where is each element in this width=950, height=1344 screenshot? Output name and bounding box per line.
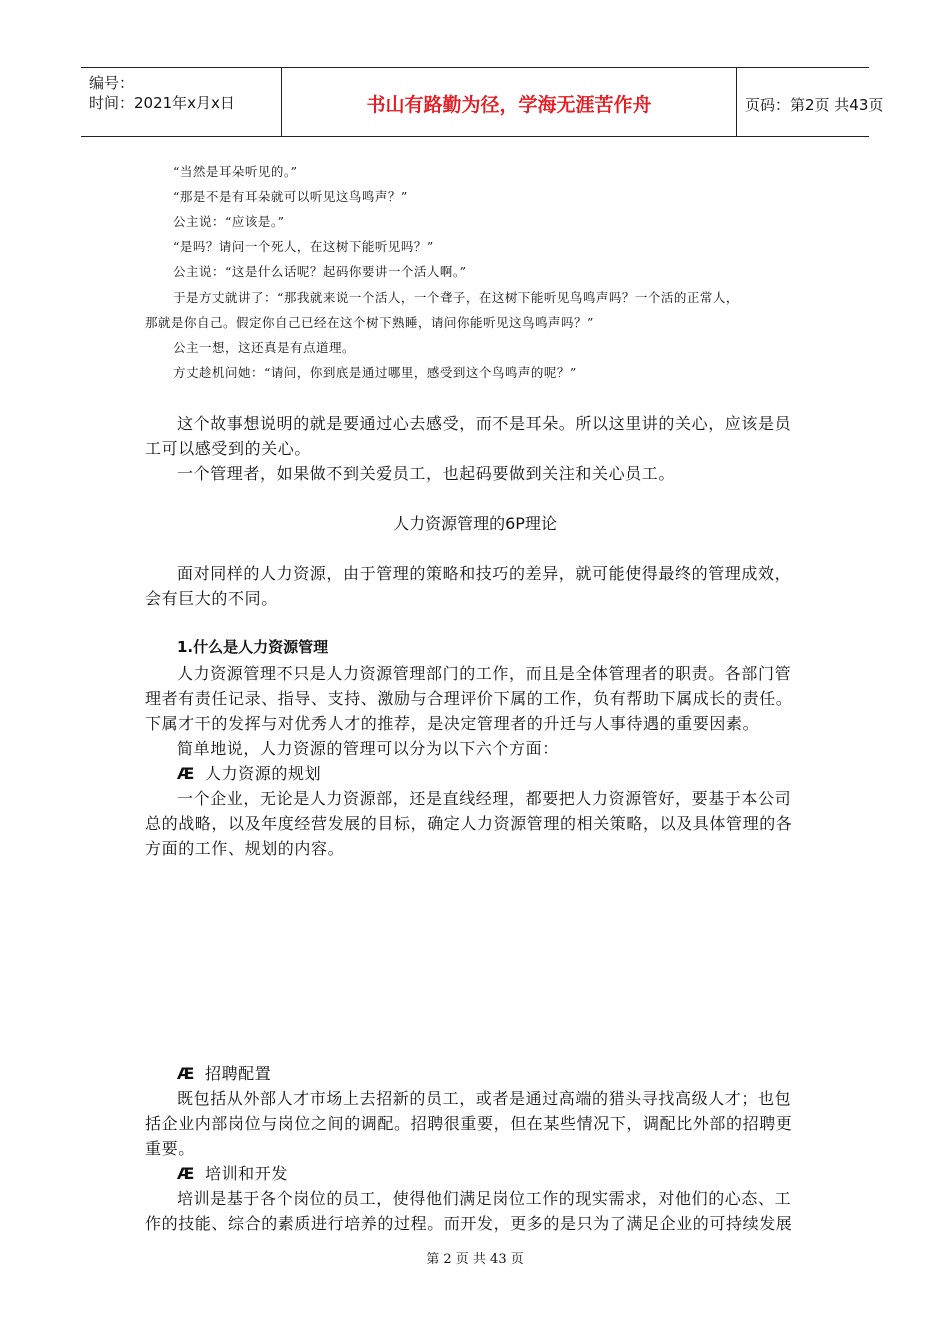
dialogue-line: “是吗？请问一个死人，在这树下能听见吗？”: [173, 239, 434, 254]
bullet-marker: Æ: [177, 764, 195, 783]
paragraph-line: 会有巨大的不同。: [145, 589, 278, 608]
bullet-marker: Æ: [177, 1064, 195, 1083]
header-motto: 书山有路勤为径，学海无涯苦作舟: [366, 94, 652, 116]
paragraph-line: 一个管理者，如果做不到关爱员工，也起码要做到关注和关心员工。: [177, 464, 676, 483]
page-footer: 第 2 页 共 43 页: [426, 1252, 524, 1267]
paragraph-line: 作的技能、综合的素质进行培养的过程。而开发，更多的是只为了满足企业的可持续发展: [145, 1214, 793, 1233]
paragraph-line: 下属才干的发挥与对优秀人才的推荐，是决定管理者的升迁与人事待遇的重要因素。: [145, 714, 760, 733]
header-page-cell: [737, 68, 884, 136]
paragraph-line: 面对同样的人力资源，由于管理的策略和技巧的差异，就可能使得最终的管理成效，: [177, 564, 792, 583]
document-number-label: 编号：: [89, 74, 135, 92]
header-meta: [81, 68, 281, 136]
dialogue-line: “当然是耳朵听见的。”: [173, 164, 298, 179]
paragraph-line: 这个故事想说明的就是要通过心去感受，而不是耳朵。所以这里讲的关心，应该是员: [177, 414, 792, 433]
dialogue-line: 那就是你自己。假定你自己已经在这个树下熟睡，请问你能听见这鸟鸣声吗？”: [145, 315, 594, 330]
aspect-heading-training: [177, 1161, 288, 1184]
aspect-label: 招聘配置: [204, 1064, 272, 1083]
dialogue-line: 公主一想，这还真是有点道理。: [173, 340, 356, 355]
paragraph-line: 培训是基于各个岗位的员工，使得他们满足岗位工作的现实需求，对他们的心态、工: [177, 1189, 792, 1208]
dialogue-line: 公主说：“应该是。”: [173, 214, 285, 229]
paragraph-line: 方面的工作、规划的内容。: [145, 839, 345, 858]
paragraph-line: 总的战略，以及年度经营发展的目标，确定人力资源管理的相关策略，以及具体管理的各: [145, 814, 793, 833]
dialogue-line: 方丈趁机问她：“请问，你到底是通过哪里，感受到这个鸟鸣声的呢？”: [173, 365, 577, 380]
paragraph-line: 重要。: [145, 1139, 195, 1158]
dialogue-line: “那是不是有耳朵就可以听见这鸟鸣声？”: [173, 189, 408, 204]
paragraph-line: 既包括从外部人才市场上去招新的员工，或者是通过高端的猎头寻找高级人才；也包: [177, 1089, 792, 1108]
aspect-label: 培训和开发: [204, 1164, 288, 1183]
paragraph-line: 工可以感受到的关心。: [145, 439, 312, 458]
bullet-marker: Æ: [177, 1164, 195, 1183]
subheading: 1.什么是人力资源管理: [177, 638, 329, 656]
paragraph-line: 括企业内部岗位与岗位之间的调配。招聘很重要，但在某些情况下，调配比外部的招聘更: [145, 1114, 793, 1133]
aspect-heading-recruiting: [177, 1061, 271, 1084]
paragraph-line: 人力资源管理不只是人力资源管理部门的工作，而且是全体管理者的职责。各部门管: [177, 664, 792, 683]
aspect-label: 人力资源的规划: [204, 764, 322, 783]
aspect-heading-planning: [177, 761, 321, 784]
paragraph-line: 理者有责任记录、指导、支持、激励与合理评价下属的工作，负有帮助下属成长的责任。: [145, 689, 793, 708]
paragraph-line: 一个企业，无论是人力资源部，还是直线经理，都要把人力资源管好，要基于本公司: [177, 789, 792, 808]
dialogue-line: 公主说：“这是什么话呢？起码你要讲一个活人啊。”: [173, 264, 467, 279]
section-title: 人力资源管理的6P理论: [393, 514, 557, 533]
document-date: 时间：2021年x月x日: [89, 94, 235, 112]
paragraph-line: 简单地说，人力资源的管理可以分为以下六个方面：: [177, 739, 559, 758]
header-motto-cell: [281, 68, 737, 136]
dialogue-line: 于是方丈就讲了：“那我就来说一个活人，一个聋子，在这树下能听见鸟鸣声吗？一个活的正常人，: [173, 290, 739, 305]
header-page-info: 页码：第2页 共43页: [745, 96, 884, 114]
page-header: [81, 67, 884, 137]
